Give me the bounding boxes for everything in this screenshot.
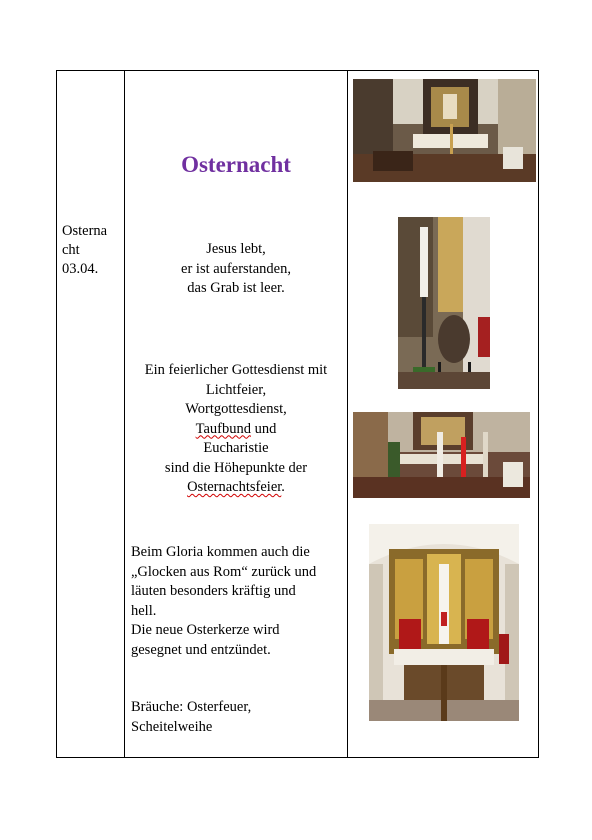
row-label-line: cht xyxy=(62,242,80,258)
gloria-line: gesegnet und entzündet. xyxy=(131,641,271,658)
spellcheck-word: Taufbund xyxy=(195,420,251,437)
intro-line: er ist auferstanden, xyxy=(181,260,291,277)
service-word: . xyxy=(281,479,285,495)
service-line: sind die Höhepunkte der xyxy=(164,459,308,476)
intro-text xyxy=(125,240,347,299)
service-line xyxy=(125,420,347,440)
column-divider xyxy=(347,70,348,758)
church-interior-photo xyxy=(353,79,536,182)
golden-altar-photo xyxy=(369,524,519,721)
customs-line: Bräuche: Osterfeuer, xyxy=(131,699,252,715)
service-text xyxy=(125,361,347,498)
intro-line: Jesus lebt, xyxy=(206,241,266,257)
customs-line: Scheitelweihe xyxy=(131,718,213,735)
service-line: Eucharistie xyxy=(203,440,269,456)
spellcheck-word: Osternachtsfeier xyxy=(187,479,282,495)
easter-candle-photo xyxy=(398,217,490,389)
altar-candles-photo xyxy=(353,412,530,498)
service-line: Ein feierlicher Gottesdienst mit xyxy=(144,362,328,378)
gloria-line: „Glocken aus Rom“ zurück und xyxy=(131,563,317,580)
intro-line: das Grab ist leer. xyxy=(187,280,285,296)
gloria-line: hell. xyxy=(131,602,157,619)
gloria-line: Beim Gloria kommen auch die xyxy=(131,544,310,560)
row-label-line: Osterna xyxy=(62,223,108,239)
service-line: Lichtfeier, xyxy=(205,381,267,398)
service-line xyxy=(125,478,347,498)
row-date: 03.04. xyxy=(62,261,99,277)
row-label xyxy=(62,222,122,279)
page-title: Osternacht xyxy=(181,152,291,177)
gloria-line: läuten besonders kräftig und xyxy=(131,583,296,599)
service-word: und xyxy=(250,420,277,437)
gloria-line: Die neue Osterkerze wird xyxy=(131,622,280,638)
service-line: Wortgottesdienst, xyxy=(185,401,287,417)
gloria-text xyxy=(131,543,343,660)
customs-text xyxy=(131,698,343,737)
